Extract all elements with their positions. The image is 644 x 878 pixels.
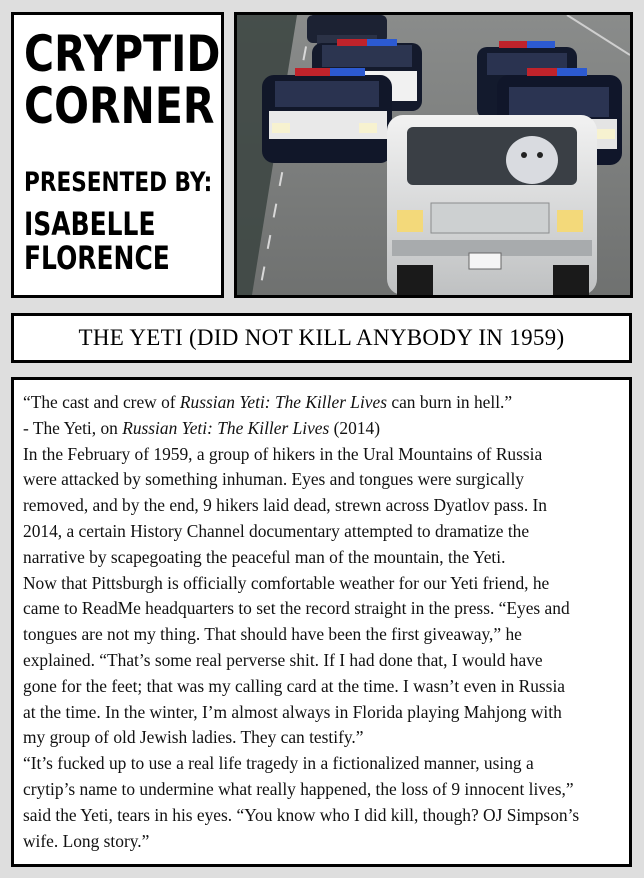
article-line: at the time. In the winter, I’m almost always in Florida playing Mahjong with (23, 701, 562, 722)
article-line: “It’s fucked up to use a real life tragedy in a fictionalized manner, using a (23, 753, 534, 774)
article-line: crytip’s name to undermine what really happened, the loss of 9 innocent lives,” (23, 778, 574, 799)
police-car-left (262, 68, 392, 163)
article-line: were attacked by something inhuman. Eyes and tongues were surgically (23, 469, 524, 490)
article-headline: THE YETI (DID NOT KILL ANYBODY IN 1959) (78, 325, 565, 350)
article-line: said the Yeti, tears in his eyes. “You know who I did kill, though? OJ Simpson’s (23, 804, 580, 825)
quote-film-title: Russian Yeti: The Killer Lives (179, 392, 388, 412)
article-panel (11, 377, 632, 867)
article-line: narrative by scapegoating the peaceful man of the mountain, the Yeti. (23, 546, 506, 567)
article-line: 2014, a certain History Channel documentary attempted to dramatize the (23, 520, 530, 541)
police-chase-photo (234, 12, 633, 298)
article-line: came to ReadMe headquarters to set the record straight in the press. “Eyes and (23, 598, 570, 619)
opening-quote (23, 390, 620, 416)
presented-by-label: PRESENTED BY: (24, 167, 213, 198)
article-line: wife. Long story.” (23, 830, 150, 851)
article-line: explained. “That’s some real perverse shit. If I had done that, I would have (23, 649, 543, 670)
article-line: my group of old Jewish ladies. They can testify.” (23, 727, 364, 748)
article-line: gone for the feet; that was my calling card at the time. I wasn’t even in Russia (23, 675, 566, 696)
attribution-suffix: (2014) (329, 417, 381, 438)
white-bronco (387, 115, 597, 295)
article-line: removed, and by the end, 9 hikers laid dead, strewn across Dyatlov pass. In (23, 495, 547, 516)
photo-illustration (237, 15, 630, 295)
title-line-2: CORNER (24, 77, 215, 135)
quote-attribution (23, 416, 620, 442)
quote-open: “The cast and crew of (23, 392, 180, 412)
author-first-name: ISABELLE (24, 205, 156, 243)
headline-panel (11, 313, 632, 363)
article-line: tongues are not my thing. That should have been the first giveaway,” he (23, 624, 522, 645)
article-line: In the February of 1959, a group of hikers in the Ural Mountains of Russia (23, 443, 543, 464)
article-line: Now that Pittsburgh is officially comfortable weather for our Yeti friend, he (23, 572, 550, 593)
title-panel (11, 12, 224, 298)
quote-close: can burn in hell.” (387, 392, 513, 412)
attribution-film-title: Russian Yeti: The Killer Lives (122, 417, 330, 438)
attribution-prefix: - The Yeti, on (23, 417, 123, 438)
author-last-name: FLORENCE (24, 239, 170, 277)
title-line-1: CRYPTID (24, 25, 221, 83)
